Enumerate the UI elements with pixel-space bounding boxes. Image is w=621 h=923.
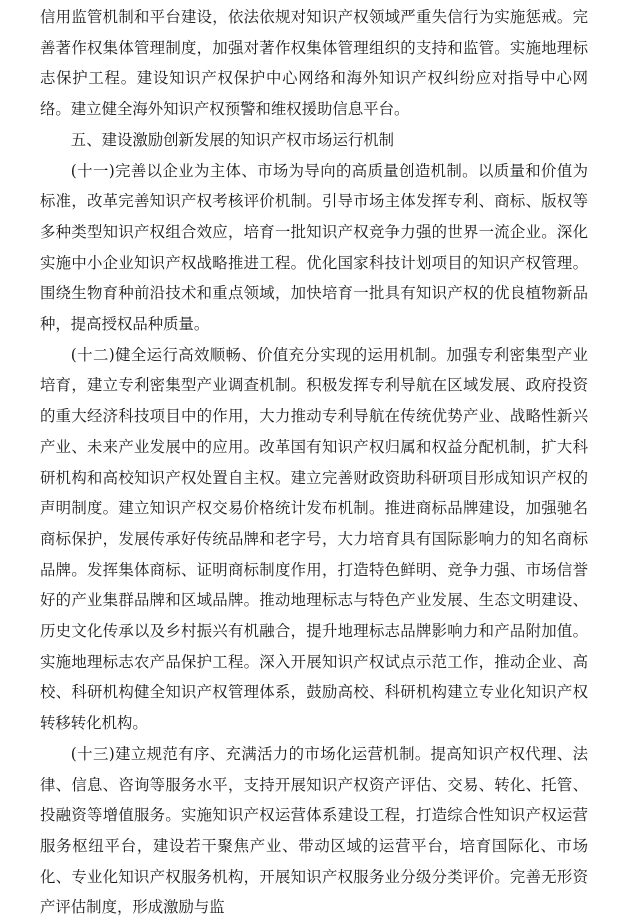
document-page <box>40 2 588 923</box>
paragraph-13: (十三)建立规范有序、充满活力的市场化运营机制。提高知识产权代理、法律、信息、咨询等服务水平，支持开展知识产权资产评估、交易、转化、托管、投融资等增值服务。实施知识产权运营体系建设工程，打造综合性知识产权运营服务枢纽平台，建设若干聚焦产业、带动区域的运营平台，培育国际化、市场化、专业化知识产权服务机构，开展知识产权服务业分级分类评价。完善无形资产评估制度，形成激励与监 <box>40 744 588 917</box>
paragraph-11: (十一)完善以企业为主体、市场为导向的高质量创造机制。以质量和价值为标准，改革完善知识产权考核评价机制。引导市场主体发挥专利、商标、版权等多种类型知识产权组合效应，培育一批知识产权竞争力强的世界一流企业。深化实施中小企业知识产权战略推进工程。优化国家科技计划项目的知识产权管理。围绕生物育种前沿技术和重点领域，加快培育一批具有知识产权的优良植物新品种，提高授权品种质量。 <box>40 161 588 334</box>
paragraph-12: (十二)健全运行高效顺畅、价值充分实现的运用机制。加强专利密集型产业培育，建立专利密集型产业调查机制。积极发挥专利导航在区域发展、政府投资的重大经济科技项目中的作用，大力推动专利导航在传统优势产业、战略性新兴产业、未来产业发展中的应用。改革国有知识产权归属和权益分配机制，扩大科研机构和高校知识产权处置自主权。建立完善财政资助科研项目形成知识产权的声明制度。建立知识产权交易价格统计发布机制。推进商标品牌建设，加强驰名商标保护，发展传承好传统品牌和老字号，大力培育具有国际影响力的知名商标品牌。发挥集体商标、证明商标制度作用，打造特色鲜明、竞争力强、市场信誉好的产业集群品牌和区域品牌。推动地理标志与特色产业发展、生态文明建设、历史文化传承以及乡村振兴有机融合，提升地理标志品牌影响力和产品附加值。实施地理标志农产品保护工程。深入开展知识产权试点示范工作，推动企业、高校、科研机构健全知识产权管理体系，鼓励高校、科研机构建立专业化知识产权转移转化机构。 <box>40 345 588 733</box>
section-heading-5: 五、建设激励创新发展的知识产权市场运行机制 <box>70 130 395 149</box>
paragraph-continuation: 信用监管机制和平台建设，依法依规对知识产权领域严重失信行为实施惩戒。完善著作权集体管理制度，加强对著作权集体管理组织的支持和监管。实施地理标志保护工程。建设知识产权保护中心网络和海外知识产权纠纷应对指导中心网络。建立健全海外知识产权预警和维权援助信息平台。 <box>40 8 588 119</box>
